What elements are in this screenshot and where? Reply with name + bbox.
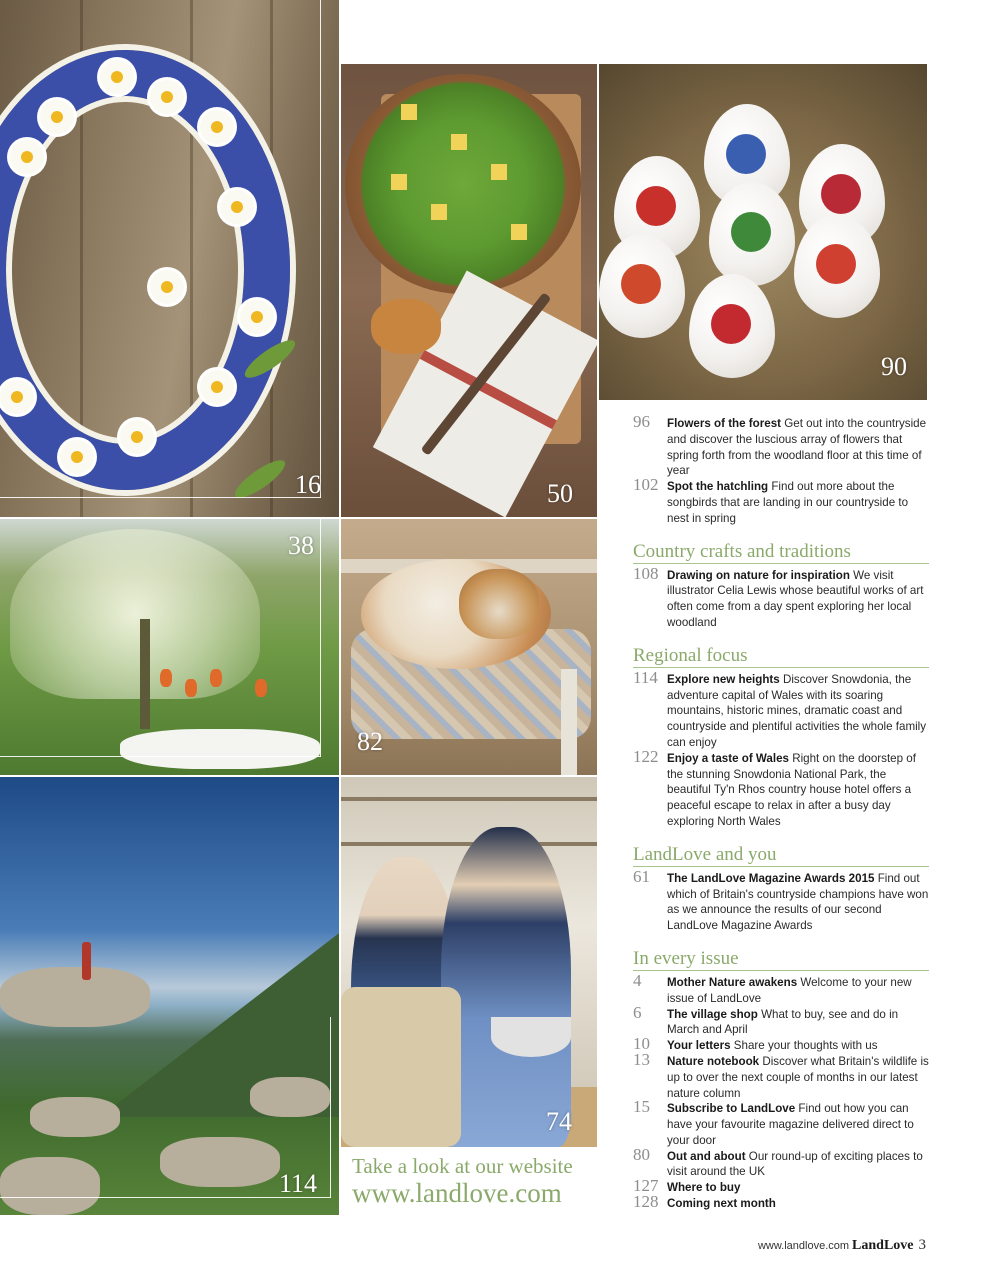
entry-title: Flowers of the forest (667, 417, 782, 430)
entry-page-number: 128 (633, 1192, 659, 1212)
entry-title: Your letters (667, 1039, 731, 1053)
page-footer (758, 1237, 926, 1254)
entry-title: Drawing on nature for inspiration (667, 568, 850, 582)
entry-description: Welcome to your new issue of LandLove (667, 975, 912, 1005)
footer-url[interactable]: www.landlove.com (757, 1240, 850, 1252)
photo-page-number-50: 50 (547, 479, 573, 508)
entry-title: Subscribe to LandLove (667, 1102, 796, 1116)
entry-title: Where to buy (667, 1181, 741, 1195)
contents-list (633, 412, 929, 1212)
photo-page-number-16: 16 (295, 470, 321, 499)
entry-description: Our round-up of exciting places to visit around the UK (667, 1149, 923, 1179)
photo-page-number-82: 82 (357, 727, 383, 756)
contents-entry[interactable] (633, 563, 929, 631)
contents-entry[interactable] (633, 746, 929, 830)
contents-entry[interactable] (633, 866, 929, 934)
contents-entry[interactable] (633, 1002, 929, 1039)
entry-page-number: 6 (633, 1002, 642, 1022)
entry-description: What to buy, see and do in March and April (667, 1007, 899, 1037)
contents-entry[interactable] (633, 667, 929, 751)
entry-description: Get out into the countryside and discover the luscious array of flowers that spring forth from the woodland floor at this time of year (667, 417, 927, 478)
contents-entry[interactable] (633, 1097, 929, 1148)
entry-page-number: 15 (633, 1097, 650, 1117)
contents-entry[interactable] (633, 412, 929, 479)
footer-page-number: 3 (918, 1237, 926, 1253)
entry-page-number: 122 (633, 746, 659, 766)
entry-page-number: 96 (633, 412, 650, 431)
entry-title: Explore new heights (667, 672, 780, 686)
entry-description: Share your thoughts with us (730, 1039, 878, 1053)
section-heading-regional-focus: Regional focus (633, 645, 929, 668)
entry-description: We visit illustrator Celia Lewis whose beautiful works of art often come from a day spent exploring her local woodland (667, 568, 924, 629)
entry-description: Right on the doorstep of the stunning Snowdonia National Park, the beautiful Ty'n Rhos country house hotel offers a peaceful escape to relax in after a busy day exploring North Wales (667, 751, 916, 828)
contents-entry[interactable] (633, 970, 929, 1007)
contents-entry[interactable] (633, 1144, 929, 1181)
entry-title: Spot the hatchling (667, 480, 769, 494)
garden-photo (0, 519, 339, 775)
bakers-photo (341, 777, 597, 1147)
entry-page-number: 102 (633, 475, 659, 495)
photo-page-number-38: 38 (288, 531, 314, 560)
entry-description: Find out more about the songbirds that are landing in our countryside to nest in spring (667, 480, 909, 525)
section-heading-in-every-issue: In every issue (633, 948, 929, 971)
entry-description: Find out how you can have your favourite magazine delivered direct to your door (667, 1102, 914, 1147)
entry-description: Discover Snowdonia, the adventure capital of Wales with its soaring mountains, historic mines, dramatic coast and countryside and plentiful activities the whole family can enjoy (667, 672, 927, 749)
footer-brand-logo: LandLove (852, 1238, 914, 1253)
entry-title: The village shop (667, 1007, 758, 1021)
entry-page-number: 10 (633, 1034, 650, 1054)
entry-page-number: 108 (633, 563, 659, 583)
entry-page-number: 4 (633, 970, 642, 990)
entry-page-number: 61 (633, 866, 650, 886)
contents-entry[interactable] (633, 1176, 929, 1196)
entry-page-number: 80 (633, 1144, 650, 1164)
entry-description: Find out which of Britain's countryside champions have won as we announce the results of our second LandLove Magazine Awards (667, 871, 929, 933)
dog-photo (341, 519, 597, 775)
website-link[interactable]: www.landlove.com (352, 1178, 562, 1208)
entry-page-number: 114 (633, 667, 658, 687)
entry-title: Mother Nature awakens (667, 975, 798, 989)
photo-page-number-74: 74 (546, 1107, 572, 1136)
entry-title: Nature notebook (667, 1054, 760, 1068)
contents-entry[interactable] (633, 1049, 929, 1101)
contents-entry[interactable] (633, 1192, 929, 1212)
entry-title: Coming next month (667, 1197, 776, 1211)
photo-page-number-90: 90 (881, 352, 907, 381)
entry-page-number: 127 (633, 1176, 659, 1196)
section-heading-country-crafts: Country crafts and traditions (633, 541, 929, 564)
mountain-photo (0, 777, 339, 1215)
website-promo-text: Take a look at our website (352, 1154, 573, 1178)
section-heading-landlove-and-you: LandLove and you (633, 844, 929, 867)
entry-title: Out and about (667, 1149, 746, 1163)
entry-title: Enjoy a taste of Wales (667, 751, 789, 765)
entry-page-number: 13 (633, 1049, 650, 1069)
entry-title: The LandLove Magazine Awards 2015 (667, 871, 875, 885)
contents-entry[interactable] (633, 475, 929, 526)
wreath-photo (0, 0, 339, 517)
contents-entry[interactable] (633, 1034, 929, 1054)
entry-description: Discover what Britain's wildlife is up to over the next couple of months in our latest nature column (667, 1054, 929, 1100)
salad-photo (341, 64, 597, 517)
painted-eggs-photo (599, 64, 927, 400)
photo-page-number-114: 114 (279, 1169, 318, 1198)
